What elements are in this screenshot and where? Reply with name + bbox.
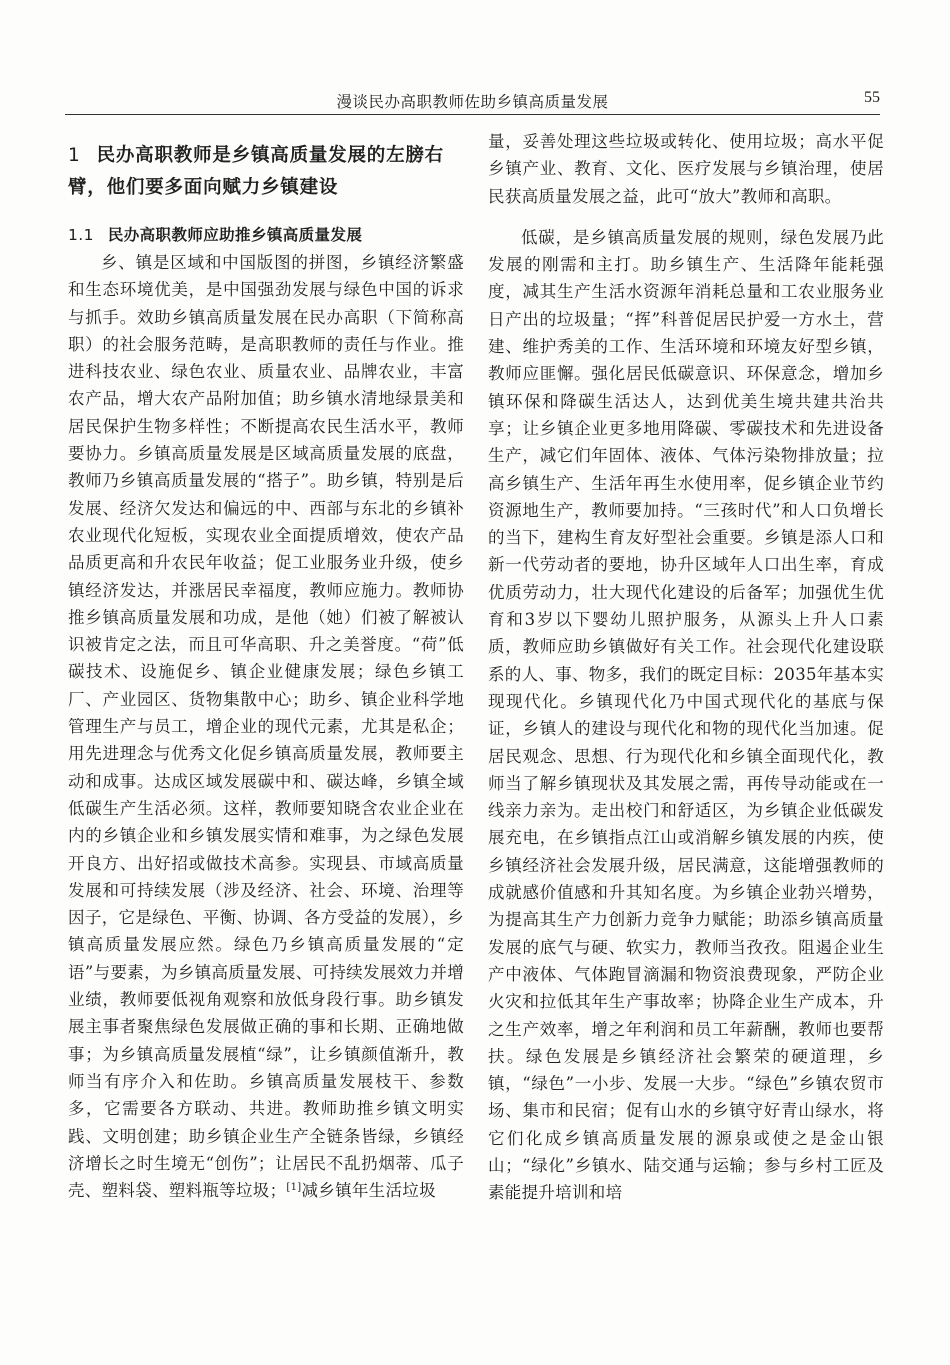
subsection-number: 1.1 (68, 226, 94, 244)
left-column (68, 128, 464, 1204)
running-title: 漫谈民办高职教师佐助乡镇高质量发展 (336, 93, 609, 111)
paragraph-text-tail: 减乡镇年生活垃圾 (301, 1181, 436, 1201)
section-title: 民办高职教师是乡镇高质量发展的左膀右臂，他们要多面向赋力乡镇建设 (68, 145, 444, 198)
body-paragraph-continued: 量，妥善处理这些垃圾或转化、使用垃圾；高水平促乡镇产业、教育、文化、医疗发展与乡镇治理，使居民获高质量发展之益，此可“放大”教师和高职。 (488, 132, 884, 206)
section-heading (68, 140, 464, 204)
right-column (488, 128, 884, 1207)
subsection-title: 民办高职教师应助推乡镇高质量发展 (107, 226, 363, 244)
page-number: 55 (864, 89, 880, 106)
section-number: 1 (68, 145, 81, 166)
body-paragraph: 低碳，是乡镇高质量发展的规则，绿色发展乃此发展的刚需和主打。助乡镇生产、生活降年能耗强度，减其生产生活水资源年消耗总量和工农业服务业日产出的垃圾量；“挥”科普促居民护爱一方水土，营建、维护秀美的工作、生活环境和环境友好型乡镇，教师应匪懈。强化居民低碳意识、环保意念，增加乡镇环保和降碳生活达人，达到优美生境共建共治共享；让乡镇企业更多地用降碳、零碳技术和先进设备生产，减它们年固体、液体、气体污染物排放量；拉高乡镇生产、生活年再生水使用率，促乡镇企业节约资源地生产，教师要加持。“三孩时代”和人口负增长的当下，建构生育友好型社会重要。乡镇是添人口和新一代劳动者的要地，协升区域年人口出生率，育成优质劳动力，壮大现代化建设的后备军；加强优生优育和3岁以下婴幼儿照护服务，从源头上升人口素质，教师应助乡镇做好有关工作。社会现代化建设联系的人、事、物多，我们的既定目标：2035年基本实现现代化。乡镇现代化乃中国式现代化的基底与保证，乡镇人的建设与现代化和物的现代化当加速。促居民观念、思想、行为现代化和乡镇全面现代化，教师当了解乡镇现状及其发展之需，再传导动能或在一线亲力亲为。走出校门和舒适区，为乡镇企业低碳发展充电，在乡镇指点江山或消解乡镇发展的内疾，使乡镇经济社会发展升级，居民满意，这能增强教师的成就感价值感和升其知名度。为乡镇企业勃兴增势，为提高其生产力创新力竞争力赋能；助添乡镇高质量发展的底气与硬、软实力，教师当孜孜。阻遏企业生产中液体、气体跑冒滴漏和物资浪费现象，严防企业火灾和拉低其年生产事故率；协降企业生产成本，升之生产效率，增之年利润和员工年薪酬，教师也要帮扶。绿色发展是乡镇经济社会繁荣的硬道理，乡镇，“绿色”一小步、发展一大步。“绿色”乡镇农贸市场、集市和民宿；促有山水的乡镇守好青山绿水，将它们化成乡镇高质量发展的源泉或使之是金山银山；“绿化”乡镇水、陆交通与运输；参与乡村工匠及素能提升培训和培 (488, 227, 884, 1203)
body-paragraph (68, 249, 464, 1204)
running-header (65, 88, 880, 115)
citation-reference: [1] (286, 1182, 302, 1194)
subsection-heading (68, 222, 464, 248)
paragraph-text: 乡、镇是区域和中国版图的拼图，乡镇经济繁盛和生态环境优美，是中国强劲发展与绿色中国的诉求与抓手。效助乡镇高质量发展在民办高职（下简称高职）的社会服务范畴，是高职教师的责任与作业。推进科技农业、绿色农业、质量农业、品牌农业，丰富农产品，增大农产品附加值；助乡镇水清地绿景美和居民保护生物多样性；不断提高农民生活水平，教师要协力。乡镇高质量发展是区域高质量发展的底盘，教师乃乡镇高质量发展的“搭子”。助乡镇，特别是后发展、经济欠发达和偏远的中、西部与东北的乡镇补农业现代化短板，实现农业全面提质增效，使农产品品质更高和升农民年收益；促工业服务业升级，使乡镇经济发达，并涨居民幸福度，教师应施力。教师协推乡镇高质量发展和功成，是他（她）们被了解被认识被肯定之法，而且可华高职、升之美誉度。“荷”低碳技术、设施促乡、镇企业健康发展；绿色乡镇工厂、产业园区、货物集散中心；助乡、镇企业科学地管理生产与员工，增企业的现代元素，尤其是私企；用先进理念与优秀文化促乡镇高质量发展，教师要主动和成事。达成区域发展碳中和、碳达峰，乡镇全域低碳生产生活必须。这样，教师要知晓含农业企业在内的乡镇企业和乡镇发展实情和难事，为之绿色发展开良方、出好招或做技术高参。实现县、市域高质量发展和可持续发展（涉及经济、社会、环境、治理等因子，它是绿色、平衡、协调、各方受益的发展），乡镇高质量发展应然。绿色乃乡镇高质量发展的“定语”与要素，为乡镇高质量发展、可持续发展效力并增业绩，教师要低视角观察和放低身段行事。助乡镇发展主事者聚焦绿色发展做正确的事和长期、正确地做事；为乡镇高质量发展植“绿”，让乡镇颜值渐升，教师当有序介入和佐助。乡镇高质量发展枝干、参数多，它需要各方联动、共进。教师助推乡镇文明实践、文明创建；助乡镇企业生产全链条皆绿，乡镇经济增长之时生境无“创伤”；让居民不乱扔烟蒂、瓜子壳、塑料袋、塑料瓶等垃圾； (68, 253, 464, 1201)
